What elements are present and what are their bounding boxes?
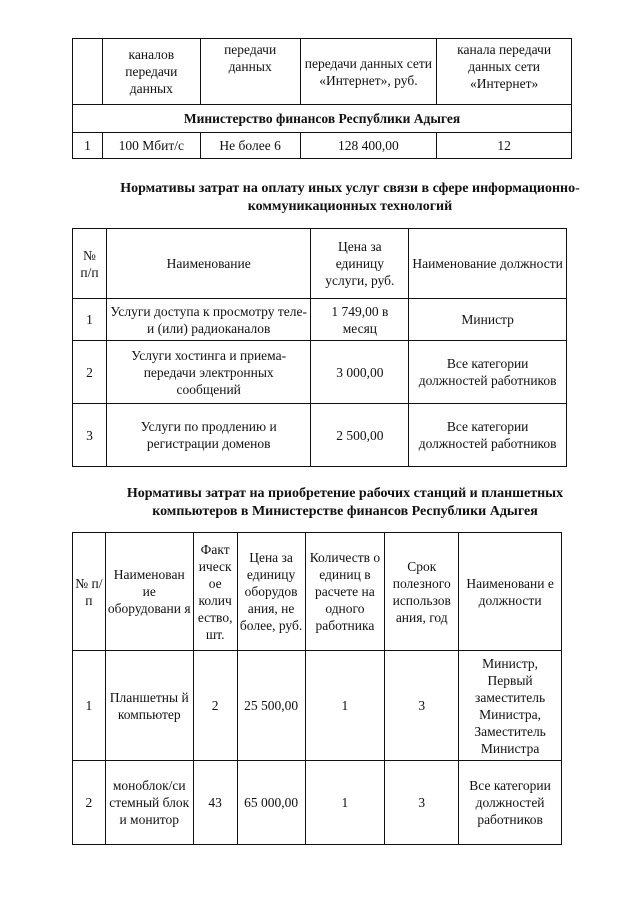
- table-cell: Все категории должностей работников: [459, 761, 562, 845]
- workstations-table: [72, 532, 562, 845]
- table-header-row: [73, 533, 562, 651]
- column-header: Наименование должности: [409, 229, 567, 299]
- table-cell: 25 500,00: [237, 651, 305, 761]
- column-header: Наименовани е должности: [459, 533, 562, 651]
- table-row: [73, 299, 567, 341]
- table-cell: 1: [73, 299, 107, 341]
- table-cell: Министр: [409, 299, 567, 341]
- table-cell: моноблок/си стемный блок и монитор: [105, 761, 193, 845]
- table-cell: 1 749,00 в месяц: [311, 299, 409, 341]
- table-row: [73, 651, 562, 761]
- column-header: Количеств о единиц в расчете на одного работника: [305, 533, 385, 651]
- table-cell: канала передачи данных сети «Интернет»: [437, 39, 572, 105]
- table-cell: 2 500,00: [311, 404, 409, 467]
- section-heading-workstations: Нормативы затрат на приобретение рабочих станций и планшетных компьютеров в Министерстве финансов Республики Адыгея: [126, 486, 564, 519]
- communication-services-table: [72, 228, 567, 467]
- table-cell: 3: [385, 651, 459, 761]
- column-header: Наименован ие оборудовани я: [105, 533, 193, 651]
- table-cell: Все категории должностей работников: [409, 404, 567, 467]
- column-header: № п/п: [73, 229, 107, 299]
- section-heading-communication-services: Нормативы затрат на оплату иных услуг связи в сфере информационно-коммуникационных технологий: [120, 181, 580, 214]
- column-header: Цена за единицу услуги, руб.: [311, 229, 409, 299]
- table-cell: 1: [305, 761, 385, 845]
- table-cell: 2: [73, 761, 106, 845]
- table-cell: Услуги доступа к просмотру теле- и (или) радиоканалов: [106, 299, 311, 341]
- table-cell: 3: [385, 761, 459, 845]
- table-header-row: [73, 229, 567, 299]
- table-cell: 3: [73, 404, 107, 467]
- column-header: Факт ическ ое колич ество, шт.: [193, 533, 237, 651]
- table-cell: [73, 39, 103, 105]
- table-cell: 3 000,00: [311, 341, 409, 404]
- table-cell: 1: [305, 651, 385, 761]
- column-header: Цена за единицу оборудов ания, не более, руб.: [237, 533, 305, 651]
- table-cell: Планшетны й компьютер: [105, 651, 193, 761]
- table-cell: каналов передачи данных: [102, 39, 200, 105]
- table-row: [73, 39, 572, 105]
- table-cell: передачи данных сети «Интернет», руб.: [300, 39, 437, 105]
- table-cell: Услуги хостинга и приема-передачи электронных сообщений: [106, 341, 311, 404]
- table-cell: 2: [73, 341, 107, 404]
- table-cell: Все категории должностей работников: [409, 341, 567, 404]
- column-header: № п/п: [73, 533, 106, 651]
- communication-channel-table: [72, 38, 572, 159]
- table-cell: Не более 6: [200, 133, 300, 159]
- table-cell: 43: [193, 761, 237, 845]
- column-header: Наименование: [106, 229, 311, 299]
- table-cell: 100 Мбит/с: [102, 133, 200, 159]
- section-title: Министерство финансов Республики Адыгея: [73, 105, 572, 133]
- table-cell: 128 400,00: [300, 133, 437, 159]
- table-cell: 12: [437, 133, 572, 159]
- table-row: [73, 761, 562, 845]
- table-cell: Услуги по продлению и регистрации доменов: [106, 404, 311, 467]
- table-cell: 1: [73, 133, 103, 159]
- column-header: Срок полезного использов ания, год: [385, 533, 459, 651]
- table-cell: 2: [193, 651, 237, 761]
- table-cell: 65 000,00: [237, 761, 305, 845]
- table-row: [73, 341, 567, 404]
- table-cell: 1: [73, 651, 106, 761]
- table-row: [73, 404, 567, 467]
- table-cell: передачи данных: [200, 39, 300, 105]
- table-cell: Министр, Первый заместитель Министра, Заместитель Министра: [459, 651, 562, 761]
- table-row: [73, 133, 572, 159]
- table-section-row: [73, 105, 572, 133]
